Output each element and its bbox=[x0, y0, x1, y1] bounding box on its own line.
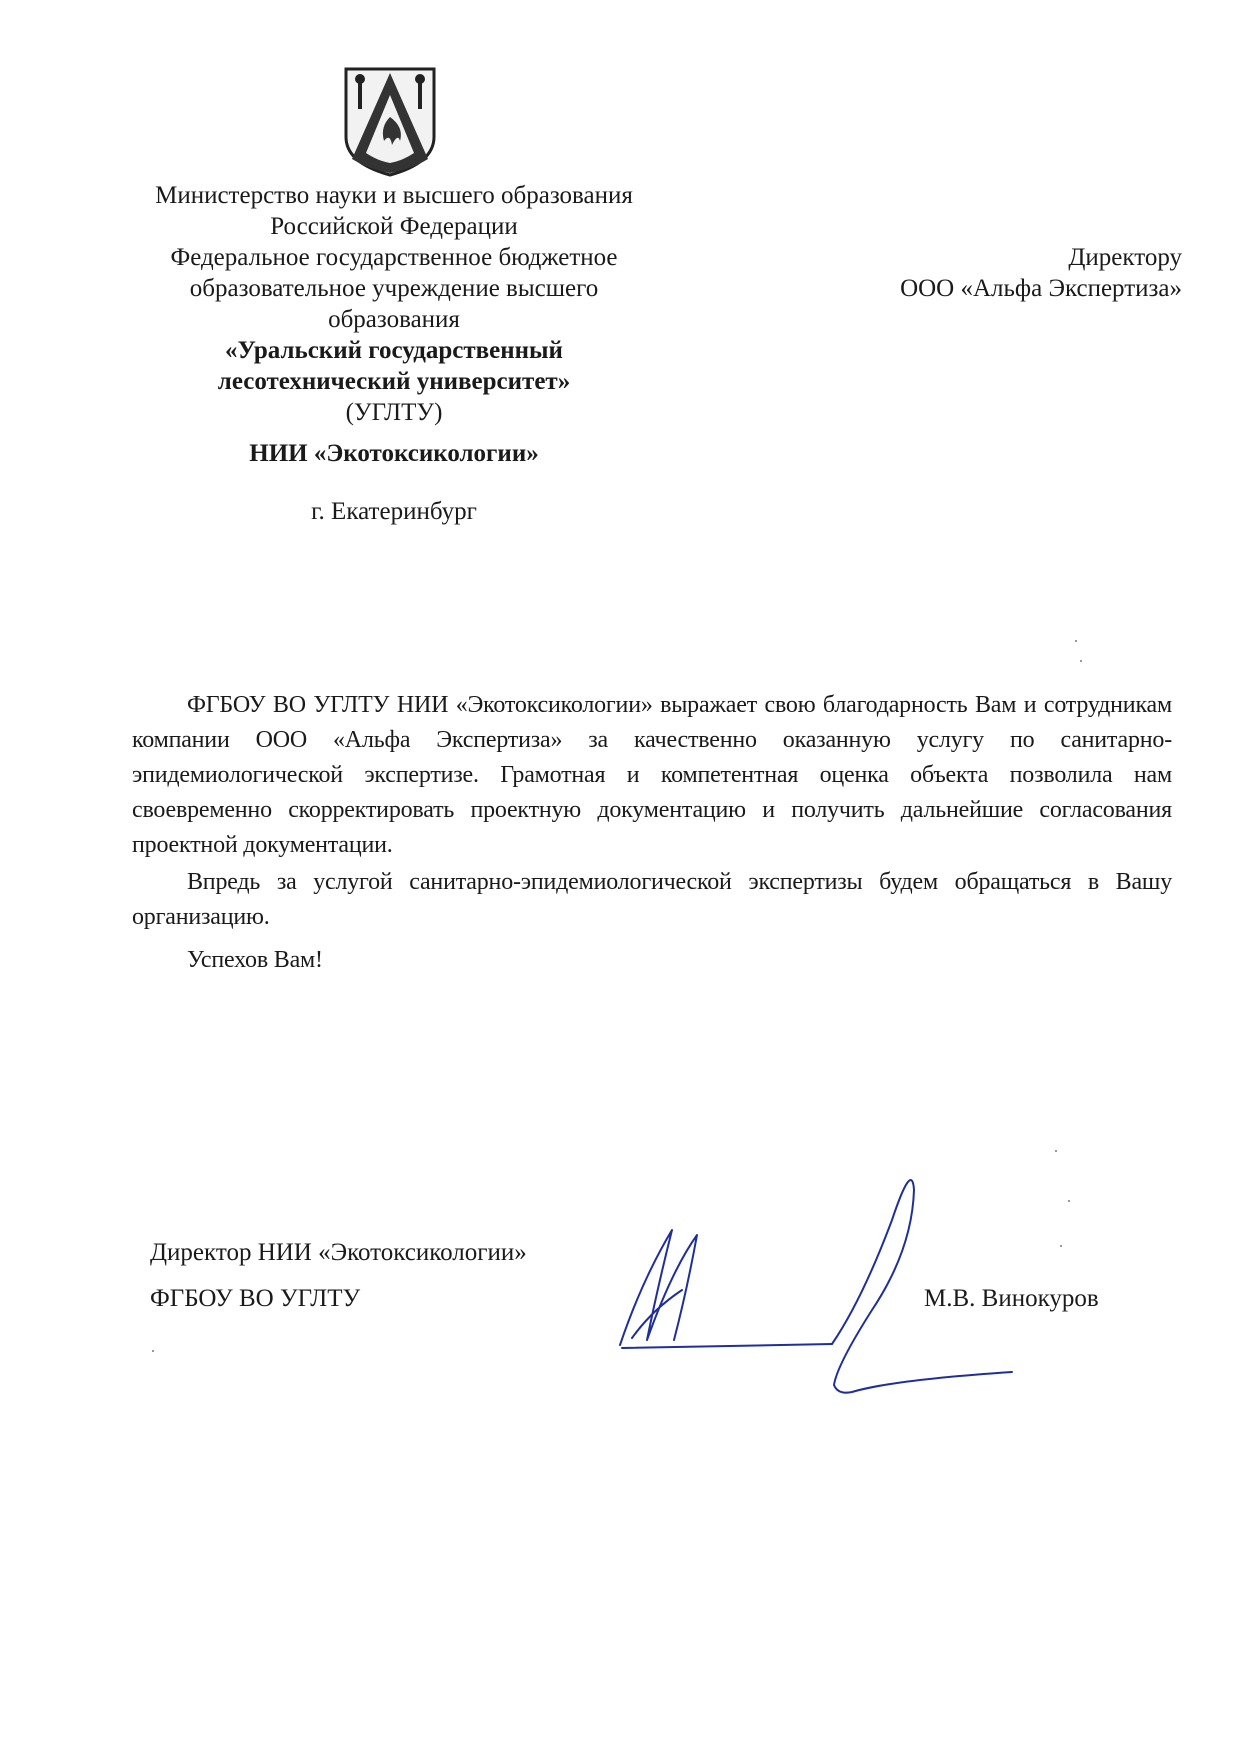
body-paragraph: Впредь за услугой санитарно-эпидемиологической экспертизы будем обращаться в Вашу организацию. bbox=[132, 869, 1172, 930]
city: г. Екатеринбург bbox=[311, 498, 477, 525]
university-name: «Уральский государственный bbox=[225, 337, 563, 364]
university-abbreviation: (УГЛТУ) bbox=[345, 399, 443, 426]
position-line: Директор НИИ «Экотоксикологии» bbox=[150, 1239, 527, 1266]
institution-line: образования bbox=[328, 306, 460, 333]
institution-line: образовательное учреждение высшего bbox=[189, 275, 599, 302]
ministry-line: Российской Федерации bbox=[270, 213, 518, 240]
recipient-organization: ООО «Альфа Экспертиза» bbox=[900, 275, 1182, 302]
scan-speck bbox=[1080, 660, 1082, 662]
institute-name: НИИ «Экотоксикологии» bbox=[249, 440, 539, 467]
scan-speck bbox=[1055, 1150, 1057, 1152]
signatory-position bbox=[150, 1230, 527, 1322]
ministry-line: Министерство науки и высшего образования bbox=[155, 182, 633, 209]
institution-line: Федеральное государственное бюджетное bbox=[170, 244, 618, 271]
scan-speck bbox=[1075, 640, 1077, 642]
position-line: ФГБОУ ВО УГЛТУ bbox=[150, 1285, 361, 1312]
recipient-title: Директору bbox=[1068, 244, 1182, 271]
scan-speck bbox=[1060, 1245, 1062, 1247]
sender-header bbox=[100, 180, 688, 527]
letter-body bbox=[132, 688, 1172, 978]
body-paragraph: ФГБОУ ВО УГЛТУ НИИ «Экотоксикологии» выражает свою благодарность Вам и сотрудникам компании ООО «Альфа Экспертиза» за качественно оказанную услугу по санитарно-эпидемиологической экспертизе. Грамотная и компетентная оценка объекта позволила нам своевременно скорректировать проектную документацию и получить дальнейшие согласования проектной документации. bbox=[132, 692, 1172, 858]
scan-speck bbox=[1068, 1200, 1070, 1202]
closing-line: Успехов Вам! bbox=[187, 947, 323, 973]
coat-of-arms-icon bbox=[342, 67, 438, 177]
scan-speck bbox=[152, 1350, 154, 1352]
signatory-name: М.В. Винокуров bbox=[924, 1285, 1099, 1312]
handwritten-signature-icon bbox=[612, 1160, 1032, 1400]
university-name: лесотехнический университет» bbox=[217, 368, 571, 395]
recipient bbox=[762, 242, 1182, 304]
